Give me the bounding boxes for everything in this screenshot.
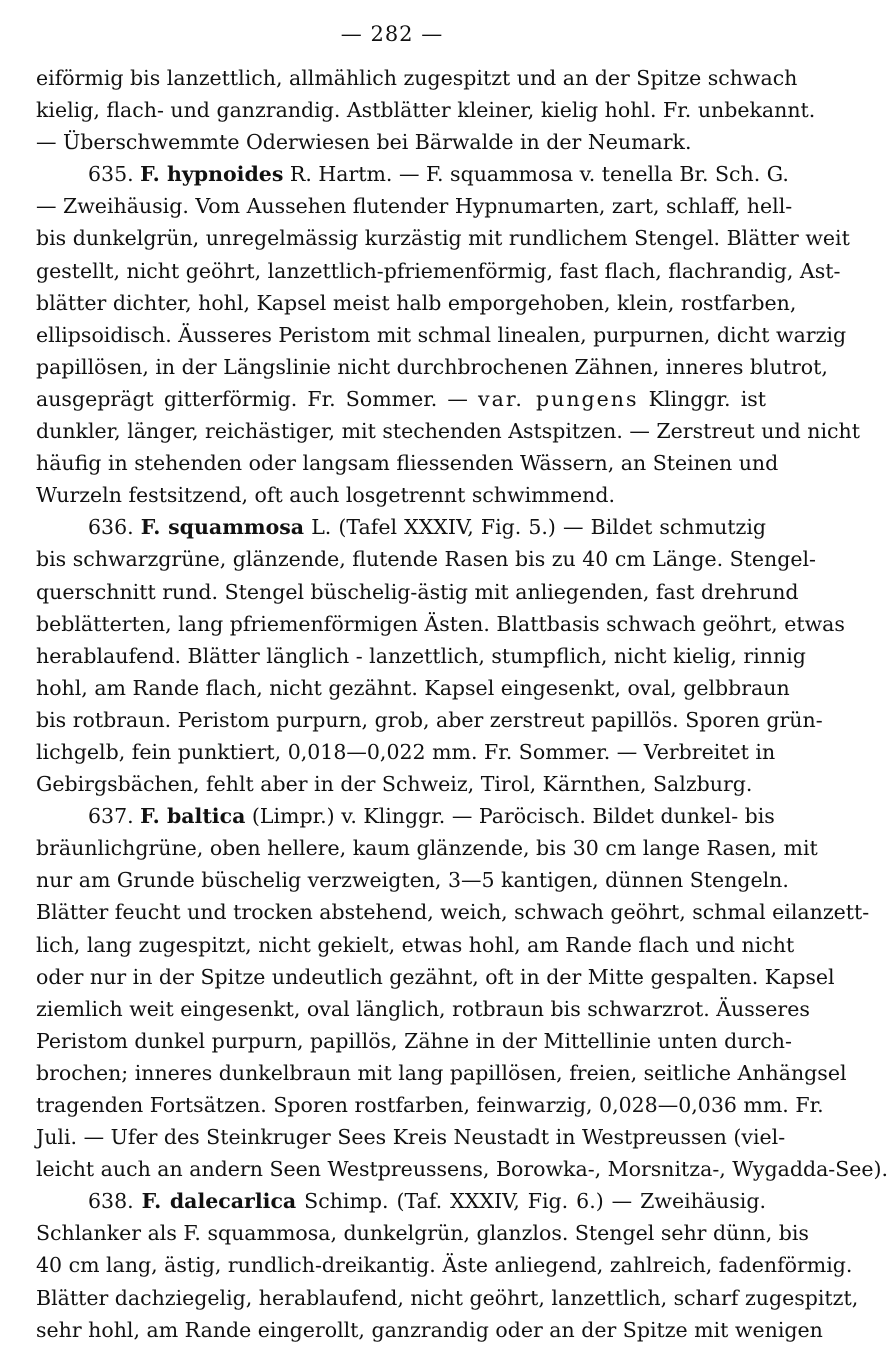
text-line: Wurzeln festsitzend, oft auch losgetrennt schwimmend. <box>36 483 616 508</box>
species-name: F. squammosa <box>140 515 305 540</box>
text-segment: var. pungens <box>478 386 639 411</box>
text-line: 40 cm lang, ästig, rundlich-dreikantig. Äste anliegend, zahlreich, fadenförmig. <box>36 1253 853 1278</box>
text-line: nur am Grunde büschelig verzweigten, 3—5 kantigen, dünnen Stengeln. <box>36 868 789 893</box>
text-line: querschnitt rund. Stengel büschelig-ästig mit anliegenden, fast drehrund <box>36 579 799 604</box>
text-segment: Klinggr. ist <box>638 386 767 411</box>
text-line: oder nur in der Spitze undeutlich gezähnt, oft in der Mitte gespalten. Kapsel <box>36 964 835 989</box>
text-line: dunkler, länger, reichästiger, mit stechenden Astspitzen. — Zerstreut und nicht <box>36 419 860 444</box>
text-line: bräunlichgrüne, oben hellere, kaum glänzende, bis 30 cm lange Rasen, mit <box>36 836 818 861</box>
text-line: ziemlich weit eingesenkt, oval länglich, rotbraun bis schwarzrot. Äusseres <box>36 996 810 1021</box>
text-line <box>36 511 766 543</box>
text-line <box>36 158 789 190</box>
text-segment: 635. <box>88 162 141 187</box>
text-line: Blätter feucht und trocken abstehend, weich, schwach geöhrt, schmal eilanzett- <box>36 900 870 925</box>
text-line: häufig in stehenden oder langsam fliessenden Wässern, an Steinen und <box>36 451 779 476</box>
text-line: papillösen, in der Längslinie nicht durchbrochenen Zähnen, inneres blutrot, <box>36 354 828 379</box>
text-line: Blätter dachziegelig, herablaufend, nicht geöhrt, lanzettlich, scharf zugespitzt, <box>36 1285 859 1310</box>
text-line: gestellt, nicht geöhrt, lanzettlich-pfriemenförmig, fast flach, flachrandig, Ast- <box>36 258 841 283</box>
text-line: Gebirgsbächen, fehlt aber in der Schweiz, Tirol, Kärnthen, Salzburg. <box>36 772 753 797</box>
text-line: ellipsoidisch. Äusseres Peristom mit schmal linealen, purpurnen, dicht warzig <box>36 322 847 347</box>
text-line: hohl, am Rande flach, nicht gezähnt. Kapsel eingesenkt, oval, gelbbraun <box>36 675 790 700</box>
text-line: Peristom dunkel purpurn, papillös, Zähne in der Mittellinie unten durch- <box>36 1028 792 1053</box>
text-line <box>36 1185 766 1217</box>
text-line: lichgelb, fein punktiert, 0,018—0,022 mm. Fr. Sommer. — Verbreitet in <box>36 739 776 764</box>
text-line: kielig, flach- und ganzrandig. Astblätter kleiner, kielig hohl. Fr. unbekannt. <box>36 98 816 123</box>
text-segment: 637. <box>88 804 141 829</box>
text-segment: R. Hartm. — F. squammosa v. tenella Br. Sch. G. <box>283 162 789 187</box>
text-line: eiförmig bis lanzettlich, allmählich zugespitzt und an der Spitze schwach <box>36 66 798 90</box>
text-line: tragenden Fortsätzen. Sporen rostfarben, feinwarzig, 0,028—0,036 mm. Fr. <box>36 1093 824 1117</box>
text-line: lich, lang zugespitzt, nicht gekielt, etwas hohl, am Rande flach und nicht <box>36 932 795 957</box>
text-line: bis rotbraun. Peristom purpurn, grob, aber zerstreut papillös. Sporen grün- <box>36 707 823 732</box>
text-segment: (Limpr.) v. Klinggr. — Paröcisch. Bildet dunkel- bis <box>245 804 775 829</box>
text-line: brochen; inneres dunkelbraun mit lang papillösen, freien, seitliche Anhängsel <box>36 1060 847 1085</box>
text-segment: 636. <box>88 515 141 540</box>
page-number: — 282 — <box>340 22 444 46</box>
species-name: F. baltica <box>140 804 246 829</box>
species-name: F. hypnoides <box>140 162 284 187</box>
text-line: — Überschwemmte Oderwiesen bei Bärwalde in der Neumark. <box>36 130 692 155</box>
text-line: herablaufend. Blätter länglich - lanzettlich, stumpflich, nicht kielig, rinnig <box>36 643 806 668</box>
text-line: Schlanker als F. squammosa, dunkelgrün, glanzlos. Stengel sehr dünn, bis <box>36 1221 809 1246</box>
text-line: beblätterten, lang pfriemenförmigen Ästen. Blattbasis schwach geöhrt, etwas <box>36 611 845 636</box>
text-line: bis dunkelgrün, unregelmässig kurzästig mit rundlichem Stengel. Blätter weit <box>36 226 850 251</box>
text-segment: Schimp. (Taf. XXXIV, Fig. 6.) — Zweihäusig. <box>296 1189 766 1214</box>
text-line: Juli. — Ufer des Steinkruger Sees Kreis Neustadt in Westpreussen (viel- <box>36 1125 786 1150</box>
text-line <box>36 383 766 415</box>
text-segment: 638. <box>88 1189 142 1214</box>
text-segment: L. (Tafel XXXIV, Fig. 5.) — Bildet schmutzig <box>304 515 766 540</box>
text-line: blätter dichter, hohl, Kapsel meist halb emporgehoben, klein, rostfarben, <box>36 290 797 315</box>
text-body <box>36 62 888 1346</box>
text-line <box>36 800 775 832</box>
text-line: bis schwarzgrüne, glänzende, flutende Rasen bis zu 40 cm Länge. Stengel- <box>36 547 816 572</box>
text-line: — Zweihäusig. Vom Aussehen flutender Hypnumarten, zart, schlaff, hell- <box>36 194 793 219</box>
text-line: sehr hohl, am Rande eingerollt, ganzrandig oder an der Spitze mit wenigen <box>36 1317 823 1342</box>
text-line: leicht auch an andern Seen Westpreussens, Borowka-, Morsnitza-, Wygadda-See). <box>36 1157 888 1182</box>
text-segment: ausgeprägt gitterförmig. Fr. Sommer. — <box>36 386 479 411</box>
species-name: F. dalecarlica <box>141 1189 297 1214</box>
